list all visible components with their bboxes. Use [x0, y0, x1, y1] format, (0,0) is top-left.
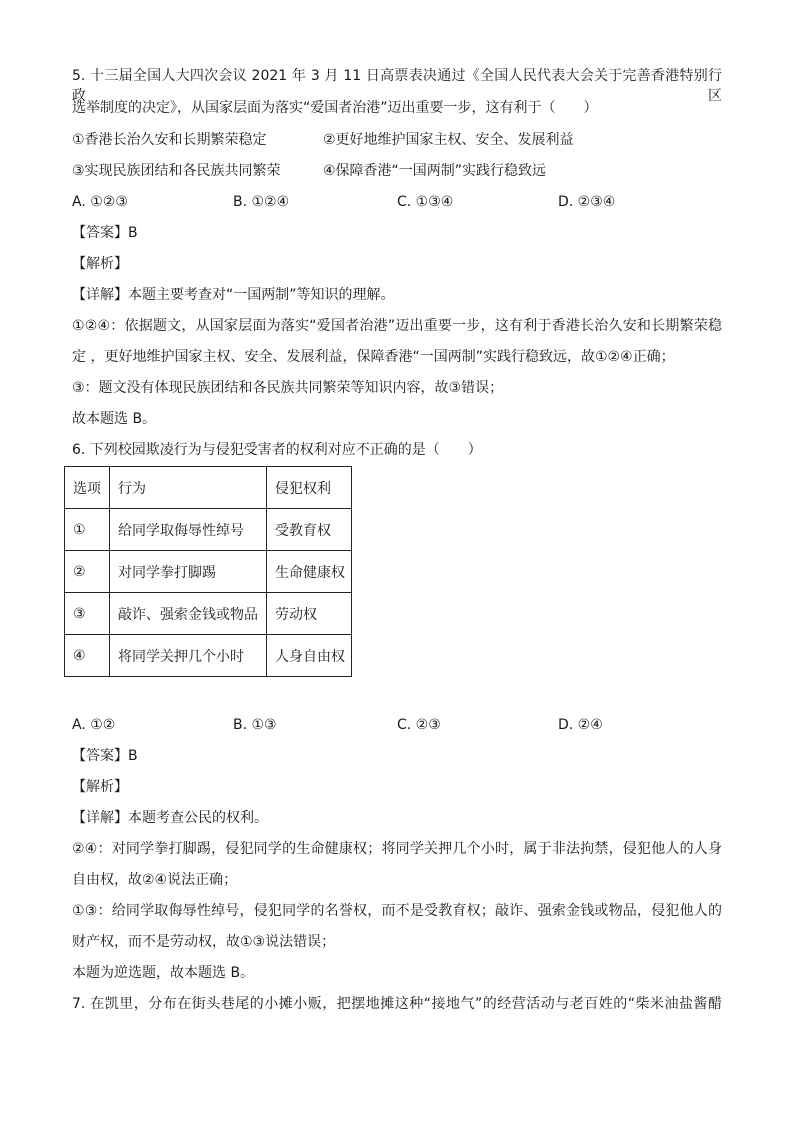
- q6-explanation-1a: ②④：对同学拳打脚踢，侵犯同学的生命健康权；将同学关押几个小时，属于非法拘禁，侵犯他人的人身: [72, 841, 722, 857]
- table-cell: 将同学关押几个小时: [110, 635, 267, 677]
- table-cell: 受教育权: [267, 509, 352, 551]
- table-cell: 敲诈、强索金钱或物品: [110, 593, 267, 635]
- table-cell: ①: [65, 509, 110, 551]
- table-cell: 生命健康权: [267, 551, 352, 593]
- q6-explanation-2a: ①③：给同学取侮辱性绰号，侵犯同学的名誉权，而不是受教育权；敲诈、强索金钱或物品，侵犯他人的: [72, 903, 722, 919]
- table-row: [65, 509, 352, 551]
- q6-table: [64, 466, 352, 677]
- q6-conclusion: 本题为逆选题，故本题选 B。: [72, 965, 255, 981]
- table-cell: 人身自由权: [267, 635, 352, 677]
- q5-item-4: ④保障香港“一国两制”实践行稳致远: [323, 163, 547, 179]
- q6-explanation-1b: 自由权，故②④说法正确；: [72, 872, 238, 888]
- q5-conclusion: 故本题选 B。: [72, 411, 157, 427]
- q6-detail: 【详解】本题考查公民的权利。: [72, 810, 268, 826]
- q5-item-2: ②更好地维护国家主权、安全、发展利益: [323, 132, 574, 148]
- q5-stem-line2: 选举制度的决定》，从国家层面为落实“爱国者治港”迈出重要一步，这有利于（ ）: [72, 100, 598, 116]
- q6-explanation-2b: 财产权，而不是劳动权，故①③说法错误；: [72, 934, 336, 950]
- q5-option-d: D. ②③④: [558, 194, 616, 210]
- q5-answer: 【答案】B: [72, 225, 138, 241]
- q6-analysis: 【解析】: [72, 779, 128, 795]
- q6-option-a: A. ①②: [72, 717, 116, 733]
- table-row: [65, 551, 352, 593]
- q7-stem-line1: 7. 在凯里，分布在街头巷尾的小摊小贩，把摆地摊这种“接地气”的经营活动与老百姓的“柴米油盐酱醋: [72, 996, 722, 1012]
- table-header-cell: 选项: [65, 467, 110, 509]
- table-header-row: [65, 467, 352, 509]
- q5-option-b: B. ①②④: [233, 194, 290, 210]
- table-row: [65, 635, 352, 677]
- table-cell: ④: [65, 635, 110, 677]
- table-cell: 劳动权: [267, 593, 352, 635]
- table-cell: ③: [65, 593, 110, 635]
- q6-stem: 6. 下列校园欺凌行为与侵犯受害者的权利对应不正确的是（ ）: [72, 442, 482, 458]
- q5-explanation-2: ③：题文没有体现民族团结和各民族共同繁荣等知识内容，故③错误；: [72, 380, 504, 396]
- q5-detail: 【详解】本题主要考查对“一国两制”等知识的理解。: [72, 287, 395, 303]
- q6-option-b: B. ①③: [233, 717, 277, 733]
- q5-explanation-1a: ①②④：依据题文，从国家层面为落实“爱国者治港”迈出重要一步，这有利于香港长治久安和长期繁荣稳: [72, 318, 722, 334]
- q6-answer: 【答案】B: [72, 748, 138, 764]
- table-cell: 给同学取侮辱性绰号: [110, 509, 267, 551]
- table-cell: 对同学拳打脚踢: [110, 551, 267, 593]
- table-header-cell: 侵犯权利: [267, 467, 352, 509]
- q5-explanation-1b: 定 ，更好地维护国家主权、安全、发展利益，保障香港“一国两制”实践行稳致远，故①②④正确；: [72, 349, 675, 365]
- q6-option-c: C. ②③: [397, 717, 441, 733]
- q5-option-a: A. ①②③: [72, 194, 128, 210]
- q5-item-1: ①香港长治久安和长期繁荣稳定: [72, 132, 267, 148]
- q5-option-c: C. ①③④: [397, 194, 454, 210]
- table-header-cell: 行为: [110, 467, 267, 509]
- q6-option-d: D. ②④: [558, 717, 603, 733]
- q5-stem-line1: 5. 十三届全国人大四次会议 2021 年 3 月 11 日高票表决通过《全国人民代表大会关于完善香港特别行政区: [72, 68, 722, 104]
- q5-item-3: ③实现民族团结和各民族共同繁荣: [72, 163, 281, 179]
- table-cell: ②: [65, 551, 110, 593]
- q5-analysis: 【解析】: [72, 256, 128, 272]
- table-row: [65, 593, 352, 635]
